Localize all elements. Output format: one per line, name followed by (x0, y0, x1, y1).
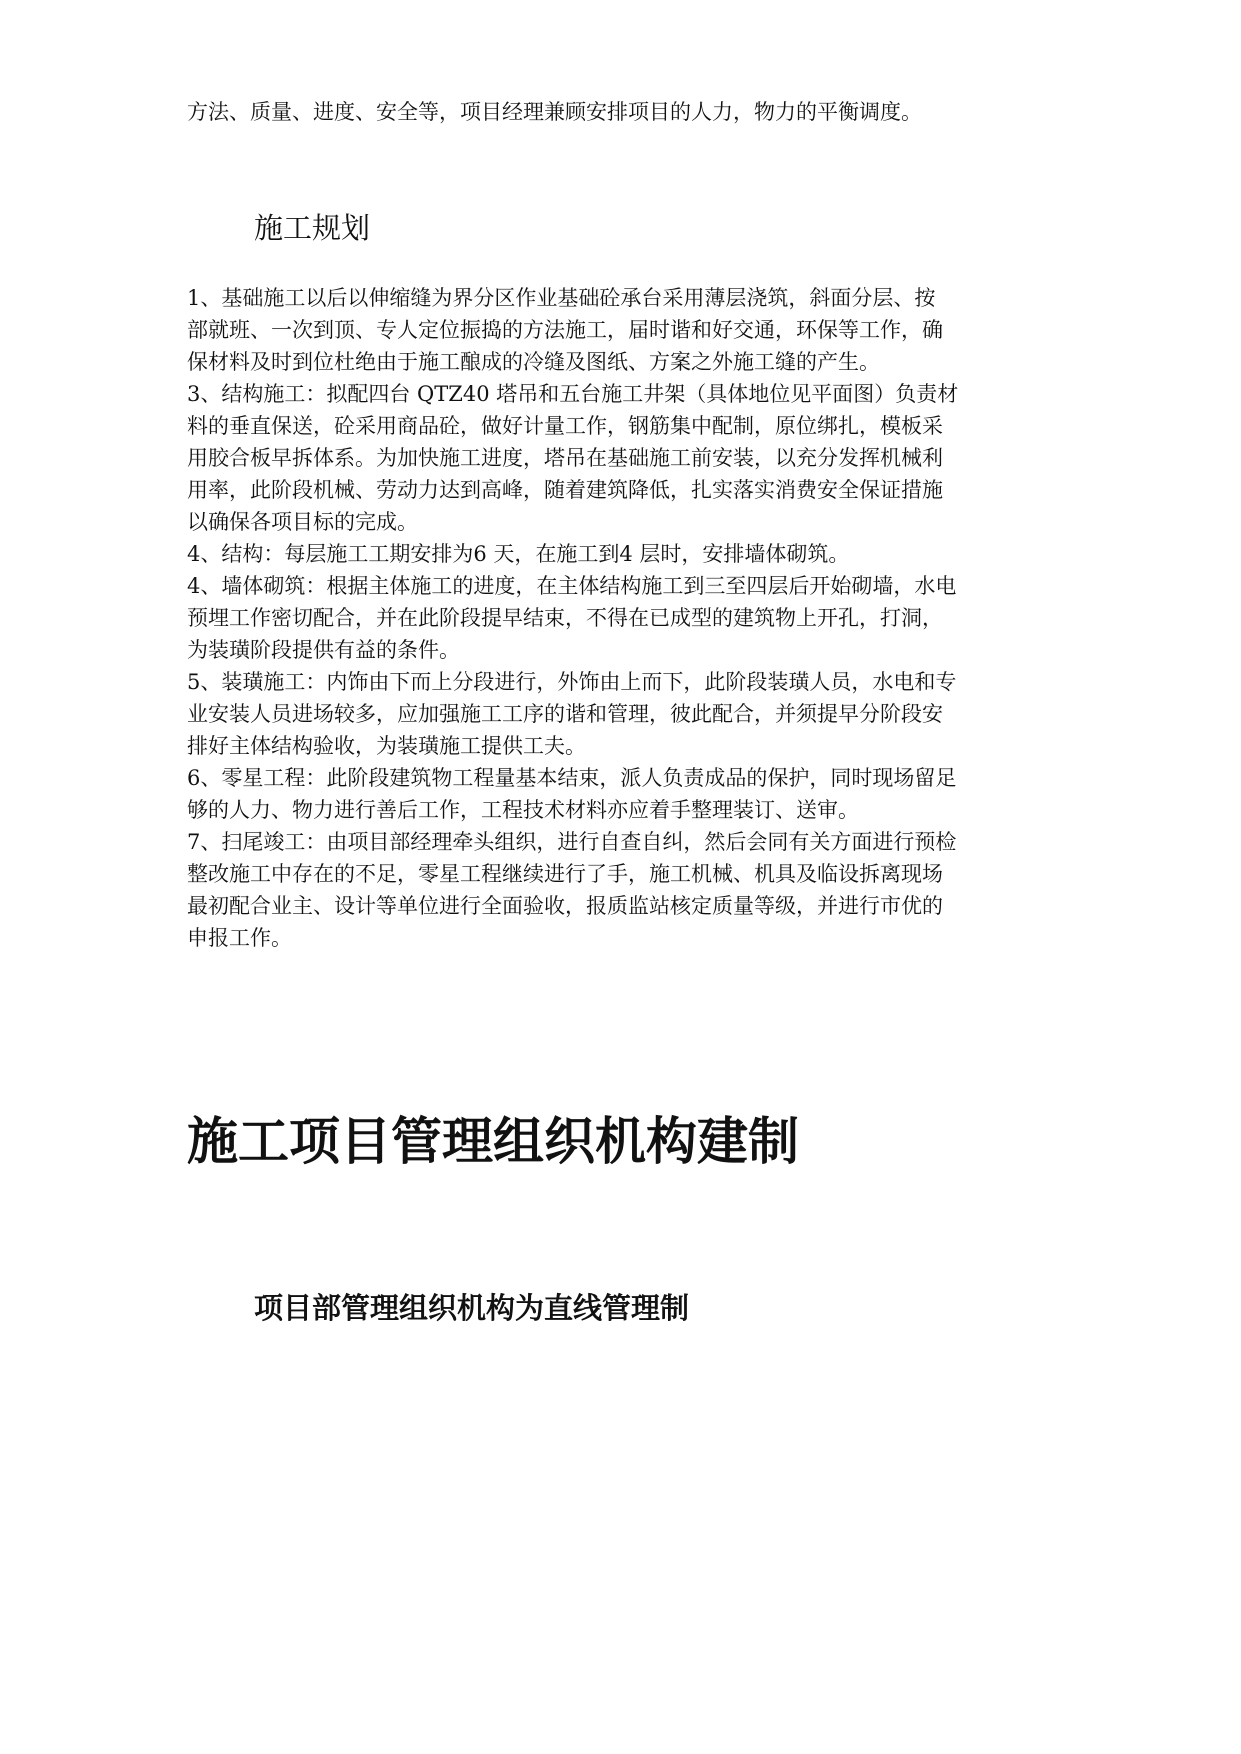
intro-paragraph: 方法、质量、进度、安全等，项目经理兼顾安排项目的人力，物力的平衡调度。 (187, 100, 922, 124)
section-title-construction-planning: 施工规划 (254, 211, 371, 245)
plan-line: 1、基础施工以后以伸缩缝为界分区作业基础砼承台采用薄层浇筑，斜面分层、按 (187, 286, 936, 310)
plan-line: 为装璜阶段提供有益的条件。 (187, 638, 460, 662)
chapter-title-project-management-organization: 施工项目管理组织机构建制 (187, 1113, 800, 1172)
subsection-title-line-management: 项目部管理组织机构为直线管理制 (254, 1291, 690, 1325)
plan-line: 用率，此阶段机械、劳动力达到高峰，随着建筑降低，扎实落实消费安全保证措施 (187, 478, 943, 502)
construction-plan-list (187, 282, 1087, 954)
plan-line: 最初配合业主、设计等单位进行全面验收，报质监站核定质量等级，并进行市优的 (187, 894, 943, 918)
plan-line: 业安装人员进场较多，应加强施工工序的谐和管理，彼此配合，并须提早分阶段安 (187, 702, 943, 726)
plan-line: 以确保各项目标的完成。 (187, 510, 418, 534)
plan-line: 够的人力、物力进行善后工作，工程技术材料亦应着手整理装订、送审。 (187, 798, 859, 822)
plan-line: 保材料及时到位杜绝由于施工酿成的冷缝及图纸、方案之外施工缝的产生。 (187, 350, 880, 374)
plan-line: 用胶合板早拆体系。为加快施工进度，塔吊在基础施工前安装，以充分发挥机械利 (187, 446, 943, 470)
plan-line: 7、扫尾竣工：由项目部经理牵头组织，进行自查自纠，然后会同有关方面进行预检 (187, 830, 957, 854)
plan-line: 料的垂直保送，砼采用商品砼，做好计量工作，钢筋集中配制，原位绑扎，模板采 (187, 414, 943, 438)
plan-line: 4、结构：每层施工工期安排为6 天，在施工到4 层时，安排墙体砌筑。 (187, 542, 850, 566)
plan-line: 排好主体结构验收，为装璜施工提供工夫。 (187, 734, 586, 758)
plan-line: 4、墙体砌筑：根据主体施工的进度，在主体结构施工到三至四层后开始砌墙，水电 (187, 574, 957, 598)
plan-line: 3、结构施工：拟配四台 QTZ40 塔吊和五台施工井架（具体地位见平面图）负责材 (187, 382, 959, 406)
plan-line: 部就班、一次到顶、专人定位振捣的方法施工，届时谐和好交通，环保等工作，确 (187, 318, 943, 342)
plan-line: 整改施工中存在的不足，零星工程继续进行了手，施工机械、机具及临设拆离现场 (187, 862, 943, 886)
plan-line: 6、零星工程：此阶段建筑物工程量基本结束，派人负责成品的保护，同时现场留足 (187, 766, 957, 790)
plan-line: 5、装璜施工：内饰由下而上分段进行，外饰由上而下，此阶段装璜人员，水电和专 (187, 670, 957, 694)
plan-line: 预埋工作密切配合，并在此阶段提早结束，不得在已成型的建筑物上开孔，打洞， (187, 606, 943, 630)
plan-line: 申报工作。 (187, 926, 292, 950)
